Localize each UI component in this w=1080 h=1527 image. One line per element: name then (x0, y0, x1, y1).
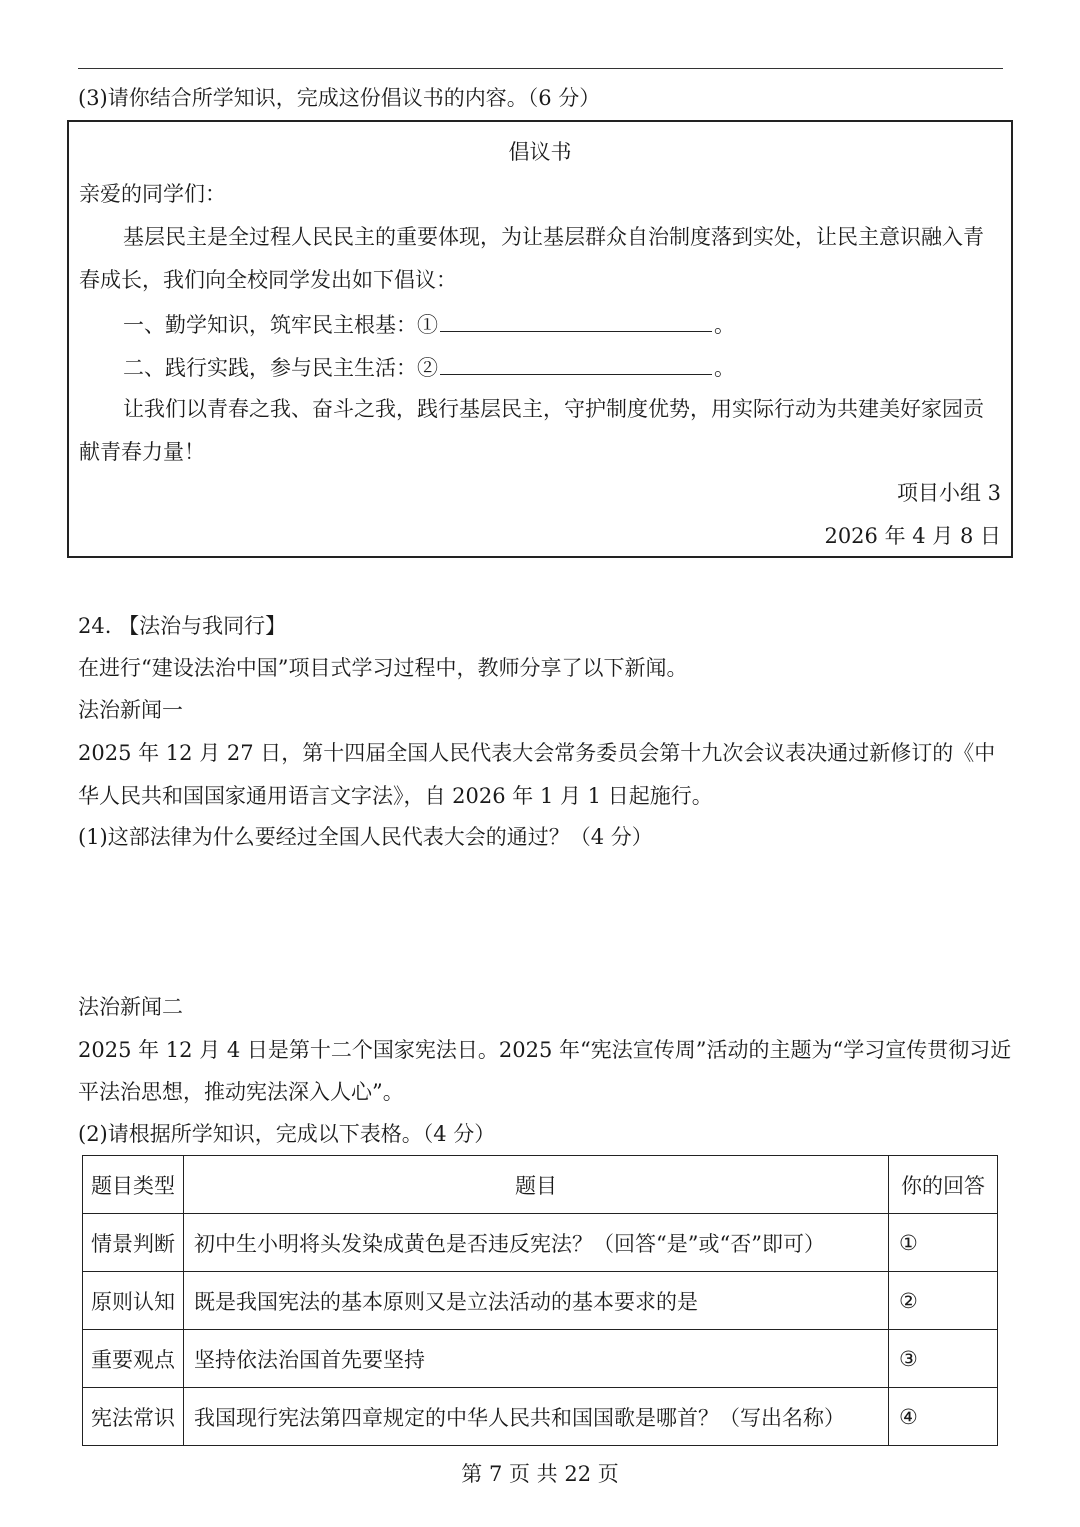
proposal-item-2 (123, 356, 735, 379)
page-footer: 第 7 页 共 22 页 (461, 1462, 619, 1486)
row-question: 既是我国宪法的基本原则又是立法活动的基本要求的是 (184, 1272, 889, 1330)
proposal-title: 倡议书 (508, 140, 572, 164)
answer-blank-2[interactable] (440, 356, 712, 375)
row-answer-cell[interactable]: ④ (889, 1388, 998, 1446)
table-row (83, 1330, 998, 1388)
row-type: 重要观点 (83, 1330, 184, 1388)
table-row (83, 1272, 998, 1330)
table-row (83, 1388, 998, 1446)
news-2-title: 法治新闻二 (78, 995, 183, 1019)
proposal-item-1 (123, 313, 735, 336)
news-1-line-2: 华人民共和国国家通用语言文字法》，自 2026 年 1 月 1 日起施行。 (78, 784, 713, 808)
proposal-item-1-period: 。 (714, 313, 735, 337)
proposal-paragraph-2-line-1: 让我们以青春之我、奋斗之我，践行基层民主，守护制度优势，用实际行动为共建美好家园贡 (123, 397, 984, 421)
news-2-line-2: 平法治思想，推动宪法深入人心”。 (78, 1080, 404, 1104)
answer-table (82, 1155, 998, 1446)
proposal-item-2-period: 。 (714, 356, 735, 380)
proposal-item-1-label: 一、勤学知识，筑牢民主根基：① (123, 313, 438, 337)
question-23-part-3: (3)请你结合所学知识，完成这份倡议书的内容。（6 分） (78, 86, 601, 110)
table-row (83, 1214, 998, 1272)
table-header-type: 题目类型 (83, 1156, 184, 1214)
row-question: 坚持依法治国首先要坚持 (184, 1330, 889, 1388)
row-type: 宪法常识 (83, 1388, 184, 1446)
answer-blank-1[interactable] (440, 313, 712, 332)
proposal-greeting: 亲爱的同学们： (79, 182, 226, 206)
table-header-row (83, 1156, 998, 1214)
news-2-line-1: 2025 年 12 月 4 日是第十二个国家宪法日。2025 年“宪法宣传周”活动的主题为“学习宣传贯彻习近 (78, 1038, 1012, 1062)
question-24-heading: 24. 【法治与我同行】 (78, 614, 287, 638)
proposal-date: 2026 年 4 月 8 日 (824, 524, 1001, 548)
news-1-line-1: 2025 年 12 月 27 日，第十四届全国人民代表大会常务委员会第十九次会议表决通过新修订的《中 (78, 741, 996, 765)
table-header-answer: 你的回答 (889, 1156, 998, 1214)
news-1-title: 法治新闻一 (78, 698, 183, 722)
proposal-paragraph-2-line-2: 献青春力量！ (79, 440, 205, 464)
row-answer-cell[interactable]: ① (889, 1214, 998, 1272)
row-type: 情景判断 (83, 1214, 184, 1272)
row-question: 我国现行宪法第四章规定的中华人民共和国国歌是哪首？（写出名称） (184, 1388, 889, 1446)
proposal-signature: 项目小组 3 (896, 481, 1001, 505)
question-24-part-2: (2)请根据所学知识，完成以下表格。（4 分） (78, 1122, 496, 1146)
proposal-item-2-label: 二、践行实践，参与民主生活：② (123, 356, 438, 380)
proposal-paragraph-1-line-2: 春成长，我们向全校同学发出如下倡议： (79, 268, 457, 292)
proposal-paragraph-1-line-1: 基层民主是全过程人民民主的重要体现，为让基层群众自治制度落到实处，让民主意识融入青 (123, 225, 984, 249)
row-type: 原则认知 (83, 1272, 184, 1330)
row-answer-cell[interactable]: ③ (889, 1330, 998, 1388)
question-24-part-1: (1)这部法律为什么要经过全国人民代表大会的通过？（4 分） (78, 825, 653, 849)
header-rule (78, 68, 1003, 69)
row-answer-cell[interactable]: ② (889, 1272, 998, 1330)
question-24-intro: 在进行“建设法治中国”项目式学习过程中，教师分享了以下新闻。 (78, 656, 688, 680)
row-question: 初中生小明将头发染成黄色是否违反宪法？（回答“是”或“否”即可） (184, 1214, 889, 1272)
proposal-box (67, 120, 1013, 558)
table-header-question: 题目 (184, 1156, 889, 1214)
